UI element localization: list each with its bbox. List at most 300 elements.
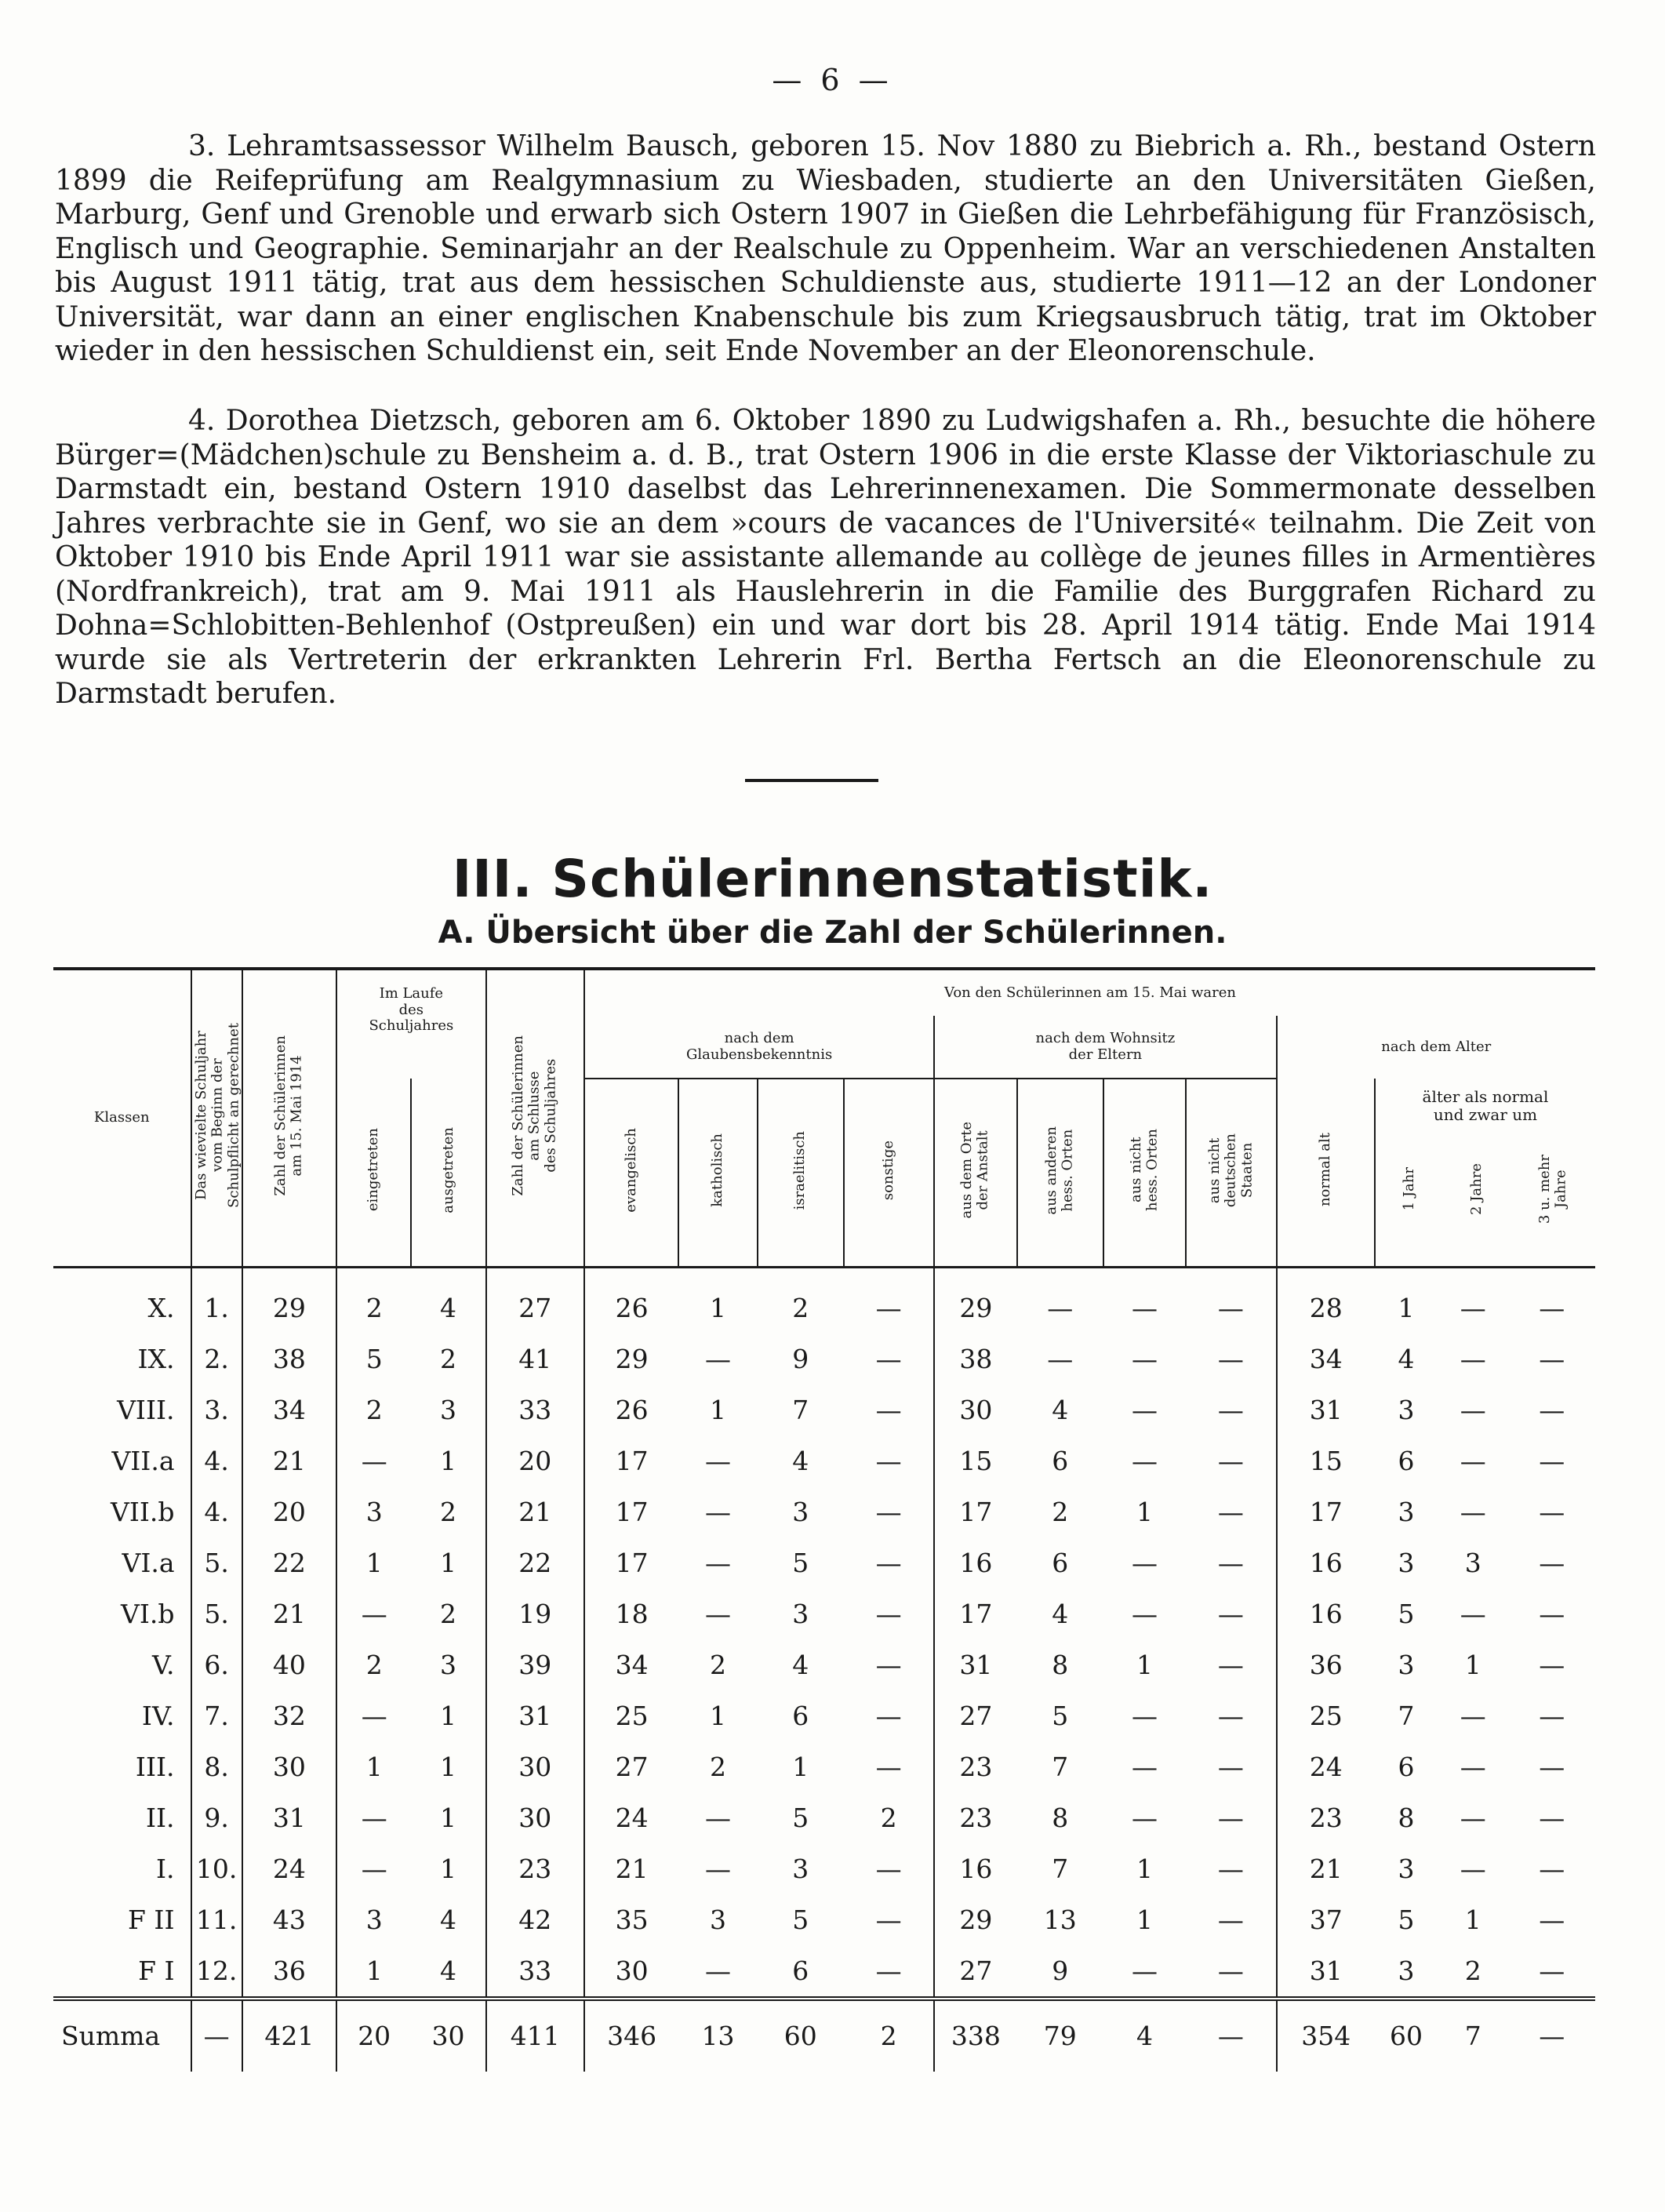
table-cell: 4.: [191, 1486, 242, 1537]
table-cell: —: [875, 1292, 902, 1323]
row-label: III.: [135, 1751, 175, 1782]
table-cell: 23: [486, 1843, 584, 1894]
table-cell: 24: [584, 1792, 678, 1843]
table-cell: 6: [1398, 1751, 1415, 1782]
table-cell: —: [336, 1588, 411, 1639]
table-cell: 1: [1136, 1853, 1154, 1884]
table-row: [53, 1384, 1595, 1435]
col-group-von-den: Von den Schülerinnen am 15. Mai waren: [584, 969, 1595, 1016]
table-cell: 37: [1277, 1894, 1375, 1945]
table-cell: —: [875, 1700, 902, 1731]
row-label: I.: [155, 1853, 175, 1884]
table-cell: 11.: [191, 1894, 242, 1945]
col-evangelisch: evangelisch: [622, 1128, 639, 1213]
table-cell: 4: [792, 1649, 809, 1680]
table-cell: 12.: [191, 1945, 242, 1999]
table-cell: 5.: [191, 1537, 242, 1588]
col-zahl-schluss: Zahl der Schülerinnen am Schlusse des Schuljahres: [510, 1035, 559, 1196]
table-row: [53, 1588, 1595, 1639]
col-katholisch: katholisch: [709, 1133, 726, 1207]
table-cell: 5: [1052, 1700, 1069, 1731]
table-cell: 5: [336, 1333, 411, 1384]
table-cell: 2: [439, 1343, 456, 1374]
table-cell: 4: [439, 1292, 456, 1323]
table-cell: 4: [1398, 1343, 1415, 1374]
table-cell: 21: [242, 1435, 336, 1486]
table-cell: 17: [934, 1588, 1016, 1639]
table-cell: —: [1217, 1904, 1244, 1935]
table-cell: 1: [709, 1700, 726, 1731]
table-cell: —: [1132, 1802, 1158, 1833]
table-cell: 30: [486, 1741, 584, 1792]
table-cell: 5: [1398, 1598, 1415, 1629]
table-cell: 1: [1464, 1649, 1481, 1680]
table-cell: 7: [792, 1394, 809, 1425]
table-cell: 24: [1277, 1741, 1375, 1792]
table-cell: 28: [1277, 1267, 1375, 1333]
table-cell: 30: [486, 1792, 584, 1843]
table-cell: 17: [584, 1537, 678, 1588]
table-cell: 30: [411, 1999, 485, 2072]
table-cell: 2.: [191, 1333, 242, 1384]
table-cell: 4: [1103, 1999, 1186, 2072]
table-cell: 21: [1277, 1843, 1375, 1894]
table-cell: 1: [439, 1751, 456, 1782]
table-cell: —: [1460, 1292, 1486, 1323]
col-nicht-deutsch: aus nicht deutschen Staaten: [1205, 1133, 1256, 1207]
table-cell: —: [1539, 1700, 1565, 1731]
table-cell: —: [1460, 1802, 1486, 1833]
table-cell: 7: [1438, 1999, 1508, 2072]
table-row: [53, 1486, 1595, 1537]
col-normal-alt: normal alt: [1316, 1133, 1333, 1207]
table-cell: 421: [242, 1999, 336, 2072]
table-cell: 24: [242, 1843, 336, 1894]
table-cell: 3: [1398, 1394, 1415, 1425]
table-row: [53, 1267, 1595, 1333]
table-cell: —: [1460, 1343, 1486, 1374]
table-cell: —: [875, 1445, 902, 1476]
table-row: [53, 1690, 1595, 1741]
table-cell: 36: [242, 1945, 336, 1999]
table-cell: 346: [584, 1999, 678, 2072]
table-cell: 6: [1052, 1547, 1069, 1578]
row-label: X.: [147, 1292, 175, 1323]
table-cell: 21: [242, 1588, 336, 1639]
table-cell: 79: [1017, 1999, 1103, 2072]
row-label: II.: [145, 1802, 175, 1833]
table-cell: 3: [1464, 1547, 1481, 1578]
table-cell: —: [1217, 1802, 1244, 1833]
table-cell: 1: [1464, 1904, 1481, 1935]
table-cell: 6: [792, 1700, 809, 1731]
table-cell: 3: [1398, 1853, 1415, 1884]
table-cell: 22: [486, 1537, 584, 1588]
student-statistics-table: [53, 967, 1595, 2072]
table-cell: 38: [934, 1333, 1016, 1384]
table-cell: —: [336, 1843, 411, 1894]
col-ort-anstalt: aus dem Orte der Anstalt: [958, 1122, 991, 1219]
table-cell: —: [875, 1598, 902, 1629]
table-cell: 31: [934, 1639, 1016, 1690]
col-eingetreten: eingetreten: [365, 1128, 382, 1212]
table-cell: 21: [584, 1843, 678, 1894]
table-cell: 354: [1277, 1999, 1375, 2072]
table-cell: 39: [486, 1639, 584, 1690]
col-group-alter: nach dem Alter: [1277, 1016, 1595, 1079]
col-zahl-mai: Zahl der Schülerinnen am 15. Mai 1914: [272, 1035, 305, 1196]
page-number: — 6 —: [772, 63, 893, 97]
table-cell: —: [875, 1394, 902, 1425]
table-cell: 36: [1277, 1639, 1375, 1690]
table-cell: 29: [584, 1333, 678, 1384]
table-cell: —: [1132, 1598, 1158, 1629]
table-cell: 60: [758, 1999, 844, 2072]
table-cell: 26: [584, 1267, 678, 1333]
table-cell: —: [1217, 1343, 1244, 1374]
col-group-glauben: nach dem Glaubensbekenntnis: [584, 1016, 934, 1079]
table-cell: —: [1132, 1343, 1158, 1374]
table-cell: 8: [1398, 1802, 1415, 1833]
table-cell: 27: [486, 1267, 584, 1333]
table-cell: —: [1539, 1802, 1565, 1833]
table-cell: 3: [709, 1904, 726, 1935]
table-row: [53, 1639, 1595, 1690]
col-group-wohnsitz: nach dem Wohnsitz der Eltern: [934, 1016, 1276, 1079]
table-cell: 2: [439, 1496, 456, 1527]
table-cell: 34: [584, 1639, 678, 1690]
table-cell: 29: [934, 1267, 1016, 1333]
table-cell: 23: [934, 1792, 1016, 1843]
table-cell: —: [1539, 1751, 1565, 1782]
table-cell: 3: [1398, 1547, 1415, 1578]
summa-row: [53, 1999, 1595, 2072]
table-cell: —: [875, 1649, 902, 1680]
table-cell: —: [1539, 1445, 1565, 1476]
table-cell: 1: [1136, 1496, 1154, 1527]
table-cell: 3: [336, 1894, 411, 1945]
table-cell: 2: [336, 1384, 411, 1435]
table-cell: —: [1217, 1547, 1244, 1578]
table-cell: —: [704, 1445, 731, 1476]
table-cell: 3: [439, 1394, 456, 1425]
subsection-title: A. Übersicht über die Zahl der Schülerinnen.: [438, 915, 1227, 951]
table-cell: 5: [1398, 1904, 1415, 1935]
table-cell: 3: [792, 1598, 809, 1629]
table-cell: —: [1539, 1955, 1565, 1986]
table-cell: 2: [1464, 1955, 1481, 1986]
col-schuljahr: Das wievielte Schuljahr vom Beginn der Schulpflicht an gerechnet: [192, 1023, 242, 1209]
table-cell: —: [1460, 1445, 1486, 1476]
table-cell: 15: [1277, 1435, 1375, 1486]
table-cell: 5: [792, 1904, 809, 1935]
col-anderen-hess: aus anderen hess. Orten: [1043, 1126, 1076, 1215]
table-cell: 19: [486, 1588, 584, 1639]
table-cell: 3: [336, 1486, 411, 1537]
table-cell: 29: [934, 1894, 1016, 1945]
table-row: [53, 1894, 1595, 1945]
table-cell: 43: [242, 1894, 336, 1945]
table-cell: —: [704, 1802, 731, 1833]
row-label: F I: [138, 1955, 175, 1986]
table-cell: —: [1047, 1292, 1074, 1323]
table-cell: 20: [242, 1486, 336, 1537]
table-cell: 21: [486, 1486, 584, 1537]
table-cell: 40: [242, 1639, 336, 1690]
table-cell: —: [875, 1904, 902, 1935]
table-cell: —: [1217, 1292, 1244, 1323]
table-cell: 1: [1136, 1904, 1154, 1935]
table-cell: —: [704, 1955, 731, 1986]
table-cell: 3: [1398, 1649, 1415, 1680]
table-cell: —: [1217, 1853, 1244, 1884]
table-cell: 15: [934, 1435, 1016, 1486]
table-cell: —: [1186, 1999, 1276, 2072]
row-label: VIII.: [117, 1394, 175, 1425]
table-cell: 4: [439, 1955, 456, 1986]
table-cell: 31: [486, 1690, 584, 1741]
table-cell: 29: [242, 1267, 336, 1333]
col-im-laufe: Im Laufe des Schuljahres: [369, 985, 454, 1035]
table-row: [53, 1537, 1595, 1588]
paragraph-bausch: 3. Lehramtsassessor Wilhelm Bausch, geboren 15. Nov 1880 zu Biebrich a. Rh., bestand Ostern 1899 die Reifeprüfung am Realgymnasium zu Wiesbaden, studierte an den Universitäten Gießen, Marburg, Genf und Grenoble und erwarb sich Ostern 1907 in Gießen die Lehrbefähigung für Französisch, Englisch und Geographie. Seminarjahr an der Realschule zu Oppenheim. War an verschiedenen Anstalten bis August 1911 tätig, trat aus dem hessischen Schuldienste aus, studierte 1911—12 an der Londoner Universität, war dann an einer englischen Knabenschule bis zum Kriegsausbruch tätig, trat im Oktober wieder in den hessischen Schuldienst ein, seit Ende November an der Eleonorenschule.: [55, 130, 1596, 367]
table-cell: 26: [584, 1384, 678, 1435]
table-cell: 18: [584, 1588, 678, 1639]
table-cell: 3.: [191, 1384, 242, 1435]
table-cell: 7.: [191, 1690, 242, 1741]
table-cell: —: [191, 1999, 242, 2072]
table-cell: 5.: [191, 1588, 242, 1639]
table-cell: 4.: [191, 1435, 242, 1486]
table-cell: 60: [1375, 1999, 1438, 2072]
table-cell: 4: [439, 1904, 456, 1935]
table-cell: —: [1539, 1292, 1565, 1323]
table-cell: 3: [439, 1649, 456, 1680]
table-cell: —: [1217, 1598, 1244, 1629]
table-cell: 8: [1052, 1802, 1069, 1833]
table-cell: 6: [1052, 1445, 1069, 1476]
table-row: [53, 1843, 1595, 1894]
table-cell: 9: [792, 1343, 809, 1374]
table-cell: 4: [1052, 1394, 1069, 1425]
section-separator: [745, 779, 878, 782]
table-cell: 1: [1136, 1649, 1154, 1680]
table-cell: 3: [1398, 1955, 1415, 1986]
row-label: IV.: [141, 1700, 175, 1731]
table-row: [53, 1435, 1595, 1486]
table-cell: —: [704, 1853, 731, 1884]
table-cell: 32: [242, 1690, 336, 1741]
col-jahr-2: 2 Jahre: [1468, 1163, 1485, 1215]
row-label: V.: [151, 1649, 175, 1680]
table-cell: —: [1132, 1292, 1158, 1323]
row-label: VI.b: [121, 1598, 175, 1629]
table-cell: —: [1047, 1343, 1074, 1374]
table-cell: —: [1539, 1904, 1565, 1935]
table-cell: 7: [1052, 1853, 1069, 1884]
table-cell: —: [1132, 1445, 1158, 1476]
table-cell: 27: [934, 1945, 1016, 1999]
table-cell: 2: [336, 1639, 411, 1690]
table-cell: —: [336, 1792, 411, 1843]
table-cell: 1.: [191, 1267, 242, 1333]
table-cell: 6.: [191, 1639, 242, 1690]
table-cell: —: [1539, 1649, 1565, 1680]
table-cell: —: [704, 1547, 731, 1578]
col-sonstige: sonstige: [880, 1140, 897, 1200]
table-cell: —: [1217, 1649, 1244, 1680]
table-cell: 34: [242, 1384, 336, 1435]
table-cell: 1: [792, 1751, 809, 1782]
table-cell: 3: [1398, 1496, 1415, 1527]
col-group-aelter: älter als normal und zwar um: [1422, 1087, 1549, 1124]
table-cell: 17: [584, 1435, 678, 1486]
table-cell: —: [1460, 1700, 1486, 1731]
table-cell: —: [1217, 1955, 1244, 1986]
table-cell: 7: [1052, 1751, 1069, 1782]
table-cell: —: [1217, 1751, 1244, 1782]
table-cell: —: [1539, 1598, 1565, 1629]
col-jahr-1: 1 Jahr: [1400, 1167, 1417, 1211]
table-cell: 33: [486, 1384, 584, 1435]
table-cell: 9.: [191, 1792, 242, 1843]
table-cell: 16: [1277, 1537, 1375, 1588]
table-cell: 6: [792, 1955, 809, 1986]
table-cell: —: [875, 1955, 902, 1986]
table-cell: 27: [934, 1690, 1016, 1741]
table-cell: 35: [584, 1894, 678, 1945]
table-cell: 338: [934, 1999, 1016, 2072]
table-cell: 3: [792, 1496, 809, 1527]
table-cell: —: [1460, 1751, 1486, 1782]
table-cell: 8.: [191, 1741, 242, 1792]
table-cell: 2: [709, 1751, 726, 1782]
table-cell: 23: [934, 1741, 1016, 1792]
table-cell: 5: [792, 1802, 809, 1833]
table-cell: 1: [336, 1945, 411, 1999]
table-cell: —: [875, 1343, 902, 1374]
col-jahr-3: 3 u. mehr Jahre: [1536, 1154, 1569, 1224]
table-cell: 13: [678, 1999, 757, 2072]
col-ausgetreten: ausgetreten: [439, 1126, 456, 1213]
table-cell: 1: [709, 1394, 726, 1425]
table-cell: —: [1539, 1394, 1565, 1425]
table-cell: —: [1132, 1547, 1158, 1578]
table-cell: 16: [934, 1843, 1016, 1894]
table-cell: 1: [439, 1547, 456, 1578]
table-cell: 33: [486, 1945, 584, 1999]
table-cell: 3: [792, 1853, 809, 1884]
table-cell: —: [336, 1435, 411, 1486]
table-cell: 2: [844, 1999, 934, 2072]
table-cell: 17: [934, 1486, 1016, 1537]
table-cell: 10.: [191, 1843, 242, 1894]
table-cell: 20: [336, 1999, 411, 2072]
table-cell: 22: [242, 1537, 336, 1588]
table-cell: 4: [1052, 1598, 1069, 1629]
table-cell: —: [1539, 1343, 1565, 1374]
table-cell: 25: [1277, 1690, 1375, 1741]
table-cell: 2: [709, 1649, 726, 1680]
table-cell: 41: [486, 1333, 584, 1384]
table-cell: —: [1132, 1955, 1158, 1986]
table-cell: 2: [880, 1802, 897, 1833]
table-cell: —: [1132, 1751, 1158, 1782]
table-cell: —: [1508, 1999, 1595, 2072]
table-cell: 20: [486, 1435, 584, 1486]
table-cell: —: [875, 1853, 902, 1884]
table-cell: 7: [1398, 1700, 1415, 1731]
table-cell: —: [1217, 1445, 1244, 1476]
table-row: [53, 1333, 1595, 1384]
table-cell: 23: [1277, 1792, 1375, 1843]
table-cell: 27: [584, 1741, 678, 1792]
table-cell: 16: [1277, 1588, 1375, 1639]
table-cell: 6: [1398, 1445, 1415, 1476]
table-cell: —: [1460, 1598, 1486, 1629]
table-cell: —: [336, 1690, 411, 1741]
table-cell: 4: [792, 1445, 809, 1476]
table-cell: —: [1460, 1394, 1486, 1425]
table-cell: 2: [792, 1292, 809, 1323]
table-cell: —: [875, 1751, 902, 1782]
table-cell: 31: [1277, 1945, 1375, 1999]
table-cell: —: [875, 1547, 902, 1578]
table-cell: —: [704, 1598, 731, 1629]
table-row: [53, 1945, 1595, 1999]
table-cell: 1: [439, 1853, 456, 1884]
col-klassen: Klassen: [53, 969, 191, 1267]
table-cell: 1: [336, 1537, 411, 1588]
table-cell: —: [1217, 1700, 1244, 1731]
table-cell: 30: [242, 1741, 336, 1792]
table-cell: —: [1539, 1496, 1565, 1527]
table-cell: —: [704, 1496, 731, 1527]
col-nicht-hess: aus nicht hess. Orten: [1127, 1129, 1161, 1212]
row-label: F II: [128, 1904, 175, 1935]
table-cell: 17: [1277, 1486, 1375, 1537]
row-label: IX.: [137, 1343, 175, 1374]
table-cell: 1: [709, 1292, 726, 1323]
table-cell: —: [1539, 1547, 1565, 1578]
table-cell: —: [1132, 1394, 1158, 1425]
row-label: VI.a: [122, 1547, 175, 1578]
row-label: Summa: [53, 1999, 191, 2072]
table-cell: —: [1217, 1394, 1244, 1425]
table-cell: 411: [486, 1999, 584, 2072]
table-cell: 16: [934, 1537, 1016, 1588]
table-cell: —: [1217, 1496, 1244, 1527]
table-cell: 1: [1398, 1292, 1415, 1323]
table-cell: 1: [439, 1802, 456, 1833]
table-cell: —: [1539, 1853, 1565, 1884]
table-cell: 1: [439, 1445, 456, 1476]
table-cell: 38: [242, 1333, 336, 1384]
table-row: [53, 1741, 1595, 1792]
row-label: VII.b: [110, 1496, 175, 1527]
table-cell: —: [875, 1496, 902, 1527]
table-cell: 30: [584, 1945, 678, 1999]
table-cell: 1: [336, 1741, 411, 1792]
table-cell: 1: [439, 1700, 456, 1731]
table-cell: 34: [1277, 1333, 1375, 1384]
table-cell: 31: [1277, 1384, 1375, 1435]
table-cell: 13: [1043, 1904, 1077, 1935]
table-cell: 5: [792, 1547, 809, 1578]
table-cell: 30: [934, 1384, 1016, 1435]
col-israelitisch: israelitisch: [791, 1130, 809, 1210]
table-cell: —: [1132, 1700, 1158, 1731]
